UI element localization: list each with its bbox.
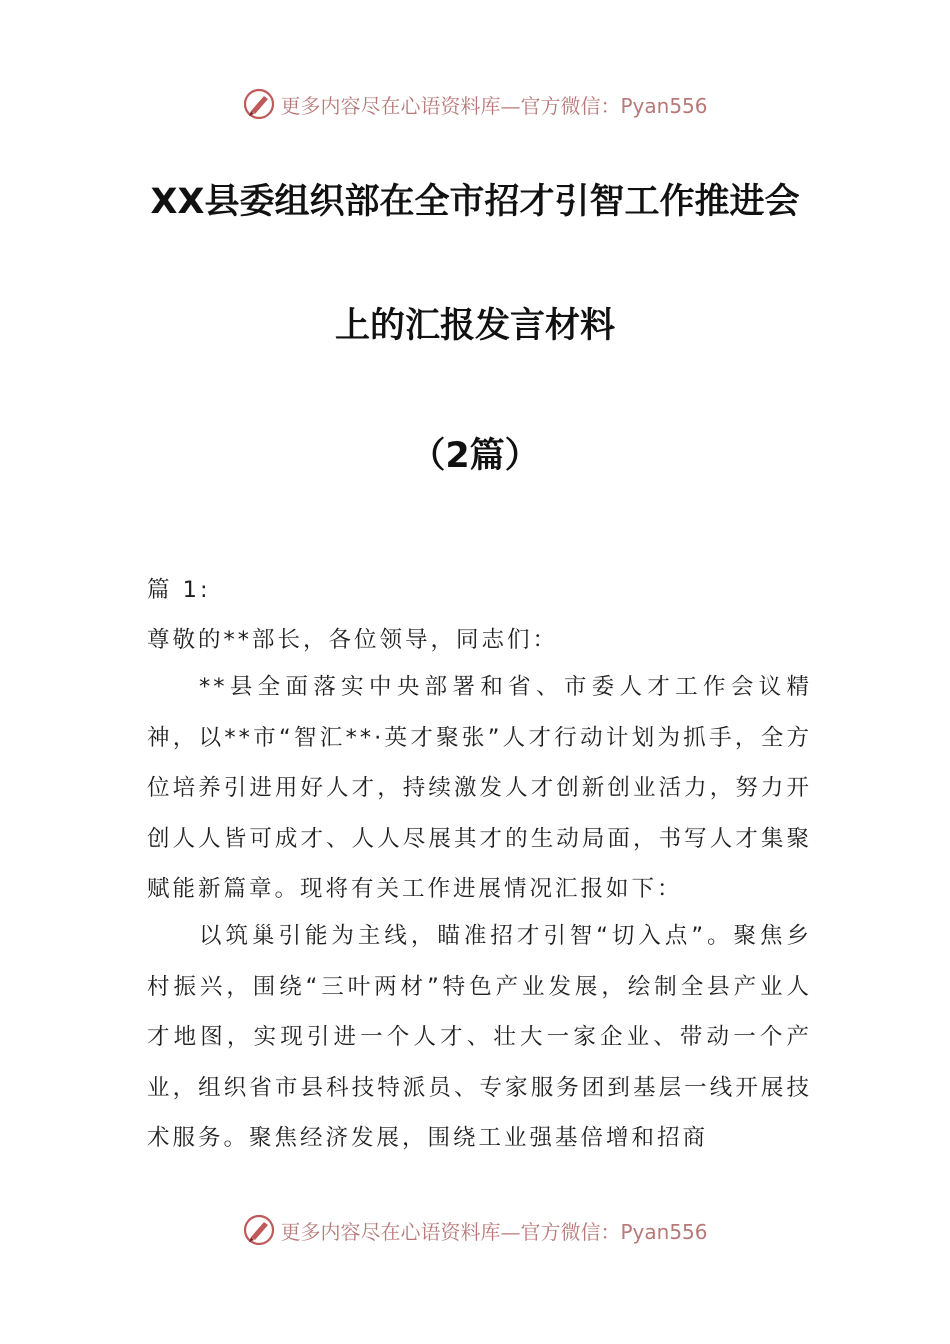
salutation: 尊敬的**部长，各位领导，同志们： [147,627,559,653]
watermark-text: 更多内容尽在心语资料库—官方微信：Pyan556 [280,1219,708,1244]
pen-logo-icon [242,1213,276,1247]
pen-logo-icon [242,87,276,121]
watermark-footer [0,1210,950,1250]
document-title-line-2: 上的汇报发言材料 [334,306,615,346]
watermark-text: 更多内容尽在心语资料库—官方微信：Pyan556 [280,93,708,118]
section-label: 篇 1: [147,577,211,603]
document-title-line-1: XX县委组织部在全市招才引智工作推进会 [150,182,800,222]
paragraph-1: **县全面落实中央部署和省、市委人才工作会议精神，以**市“智汇**·英才聚张”人才行动计划为抓手，全方位培养引进用好人才，持续激发人才创新创业活力，努力开创人人皆可成才、人人尽展其才的生动局面，书写人才集聚赋能新篇章。现将有关工作进展情况汇报如下： [147,674,812,902]
document-title-count: （2篇） [410,436,540,476]
paragraph-2: 以筑巢引能为主线，瞄准招才引智“切入点”。聚焦乡村振兴，围绕“三叶两材”特色产业发展，绘制全县产业人才地图，实现引进一个人才、壮大一家企业、带动一个产业，组织省市县科技特派员、专家服务团到基层一线开展技术服务。聚焦经济发展，围绕工业强基倍增和招商 [147,923,812,1151]
watermark-header [0,84,950,124]
